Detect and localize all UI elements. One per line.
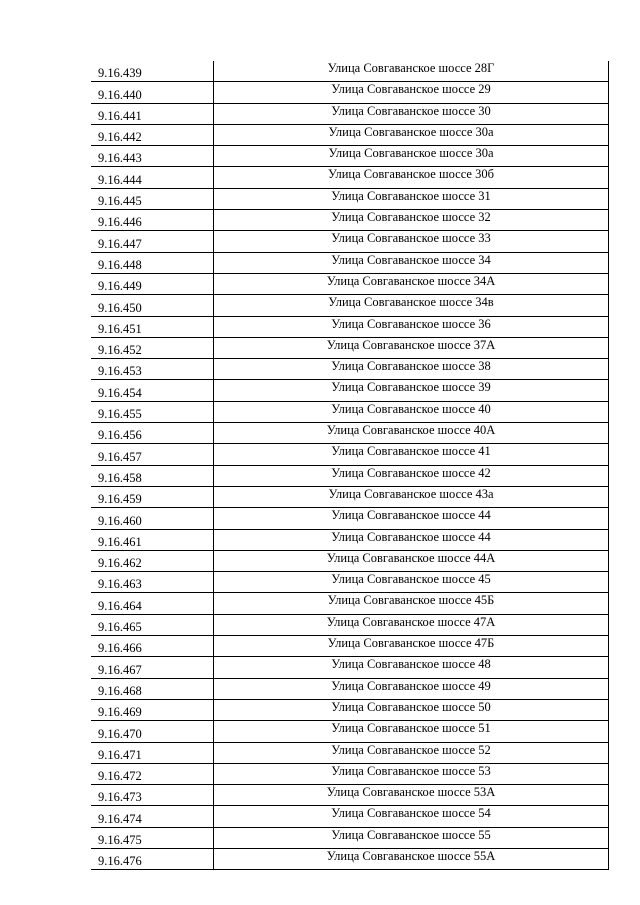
row-number-cell: 9.16.454 xyxy=(91,380,214,401)
table-row xyxy=(91,124,609,145)
table-row xyxy=(91,657,609,678)
row-number-cell: 9.16.475 xyxy=(91,827,214,848)
table-row xyxy=(91,210,609,231)
table-row xyxy=(91,465,609,486)
table-row xyxy=(91,423,609,444)
address-cell: Улица Совгаванское шоссе 30б xyxy=(214,167,609,188)
address-cell: Улица Совгаванское шоссе 52 xyxy=(214,742,609,763)
row-number-cell: 9.16.467 xyxy=(91,657,214,678)
address-table-body xyxy=(91,61,609,870)
table-row xyxy=(91,359,609,380)
row-number-cell: 9.16.458 xyxy=(91,465,214,486)
address-table xyxy=(91,61,609,870)
row-number-cell: 9.16.476 xyxy=(91,848,214,869)
address-cell: Улица Совгаванское шоссе 47А xyxy=(214,614,609,635)
row-number-cell: 9.16.459 xyxy=(91,486,214,507)
row-number-cell: 9.16.474 xyxy=(91,806,214,827)
address-cell: Улица Совгаванское шоссе 36 xyxy=(214,316,609,337)
row-number-cell: 9.16.448 xyxy=(91,252,214,273)
table-row xyxy=(91,572,609,593)
table-row xyxy=(91,806,609,827)
table-row xyxy=(91,486,609,507)
row-number-cell: 9.16.472 xyxy=(91,763,214,784)
address-cell: Улица Совгаванское шоссе 44А xyxy=(214,550,609,571)
row-number-cell: 9.16.441 xyxy=(91,103,214,124)
table-row xyxy=(91,550,609,571)
row-number-cell: 9.16.445 xyxy=(91,188,214,209)
address-cell: Улица Совгаванское шоссе 39 xyxy=(214,380,609,401)
row-number-cell: 9.16.452 xyxy=(91,337,214,358)
row-number-cell: 9.16.470 xyxy=(91,721,214,742)
address-cell: Улица Совгаванское шоссе 51 xyxy=(214,721,609,742)
address-cell: Улица Совгаванское шоссе 30а xyxy=(214,146,609,167)
row-number-cell: 9.16.468 xyxy=(91,678,214,699)
row-number-cell: 9.16.446 xyxy=(91,210,214,231)
row-number-cell: 9.16.466 xyxy=(91,636,214,657)
row-number-cell: 9.16.447 xyxy=(91,231,214,252)
address-cell: Улица Совгаванское шоссе 45 xyxy=(214,572,609,593)
row-number-cell: 9.16.456 xyxy=(91,423,214,444)
row-number-cell: 9.16.455 xyxy=(91,401,214,422)
row-number-cell: 9.16.442 xyxy=(91,124,214,145)
table-row xyxy=(91,316,609,337)
table-row xyxy=(91,273,609,294)
row-number-cell: 9.16.440 xyxy=(91,82,214,103)
table-row xyxy=(91,529,609,550)
address-cell: Улица Совгаванское шоссе 44 xyxy=(214,529,609,550)
address-cell: Улица Совгаванское шоссе 30 xyxy=(214,103,609,124)
table-row xyxy=(91,636,609,657)
table-row xyxy=(91,103,609,124)
row-number-cell: 9.16.471 xyxy=(91,742,214,763)
row-number-cell: 9.16.464 xyxy=(91,593,214,614)
address-cell: Улица Совгаванское шоссе 40 xyxy=(214,401,609,422)
address-cell: Улица Совгаванское шоссе 55 xyxy=(214,827,609,848)
address-cell: Улица Совгаванское шоссе 33 xyxy=(214,231,609,252)
row-number-cell: 9.16.444 xyxy=(91,167,214,188)
table-row xyxy=(91,167,609,188)
table-row xyxy=(91,61,609,82)
row-number-cell: 9.16.457 xyxy=(91,444,214,465)
table-row xyxy=(91,848,609,869)
address-cell: Улица Совгаванское шоссе 37А xyxy=(214,337,609,358)
address-cell: Улица Совгаванское шоссе 43а xyxy=(214,486,609,507)
table-row xyxy=(91,827,609,848)
row-number-cell: 9.16.451 xyxy=(91,316,214,337)
table-row xyxy=(91,763,609,784)
table-row xyxy=(91,614,609,635)
address-cell: Улица Совгаванское шоссе 38 xyxy=(214,359,609,380)
table-row xyxy=(91,742,609,763)
row-number-cell: 9.16.439 xyxy=(91,61,214,82)
table-row xyxy=(91,188,609,209)
table-row xyxy=(91,593,609,614)
address-cell: Улица Совгаванское шоссе 53 xyxy=(214,763,609,784)
row-number-cell: 9.16.449 xyxy=(91,273,214,294)
table-row xyxy=(91,82,609,103)
address-cell: Улица Совгаванское шоссе 40А xyxy=(214,423,609,444)
address-cell: Улица Совгаванское шоссе 29 xyxy=(214,82,609,103)
table-row xyxy=(91,678,609,699)
address-cell: Улица Совгаванское шоссе 44 xyxy=(214,508,609,529)
table-row xyxy=(91,252,609,273)
address-cell: Улица Совгаванское шоссе 30а xyxy=(214,124,609,145)
table-row xyxy=(91,444,609,465)
row-number-cell: 9.16.462 xyxy=(91,550,214,571)
table-row xyxy=(91,785,609,806)
row-number-cell: 9.16.460 xyxy=(91,508,214,529)
row-number-cell: 9.16.461 xyxy=(91,529,214,550)
address-cell: Улица Совгаванское шоссе 28Г xyxy=(214,61,609,82)
address-cell: Улица Совгаванское шоссе 48 xyxy=(214,657,609,678)
address-cell: Улица Совгаванское шоссе 49 xyxy=(214,678,609,699)
row-number-cell: 9.16.453 xyxy=(91,359,214,380)
address-cell: Улица Совгаванское шоссе 45Б xyxy=(214,593,609,614)
address-cell: Улица Совгаванское шоссе 31 xyxy=(214,188,609,209)
table-row xyxy=(91,295,609,316)
row-number-cell: 9.16.473 xyxy=(91,785,214,806)
table-row xyxy=(91,146,609,167)
table-row xyxy=(91,337,609,358)
row-number-cell: 9.16.450 xyxy=(91,295,214,316)
address-cell: Улица Совгаванское шоссе 55А xyxy=(214,848,609,869)
address-cell: Улица Совгаванское шоссе 34 xyxy=(214,252,609,273)
address-cell: Улица Совгаванское шоссе 34А xyxy=(214,273,609,294)
address-cell: Улица Совгаванское шоссе 41 xyxy=(214,444,609,465)
address-cell: Улица Совгаванское шоссе 50 xyxy=(214,699,609,720)
row-number-cell: 9.16.465 xyxy=(91,614,214,635)
table-row xyxy=(91,401,609,422)
address-cell: Улица Совгаванское шоссе 34в xyxy=(214,295,609,316)
table-row xyxy=(91,508,609,529)
table-row xyxy=(91,231,609,252)
address-cell: Улица Совгаванское шоссе 42 xyxy=(214,465,609,486)
table-row xyxy=(91,721,609,742)
row-number-cell: 9.16.443 xyxy=(91,146,214,167)
address-cell: Улица Совгаванское шоссе 53А xyxy=(214,785,609,806)
address-cell: Улица Совгаванское шоссе 32 xyxy=(214,210,609,231)
row-number-cell: 9.16.463 xyxy=(91,572,214,593)
address-cell: Улица Совгаванское шоссе 47Б xyxy=(214,636,609,657)
table-row xyxy=(91,699,609,720)
row-number-cell: 9.16.469 xyxy=(91,699,214,720)
address-cell: Улица Совгаванское шоссе 54 xyxy=(214,806,609,827)
table-row xyxy=(91,380,609,401)
